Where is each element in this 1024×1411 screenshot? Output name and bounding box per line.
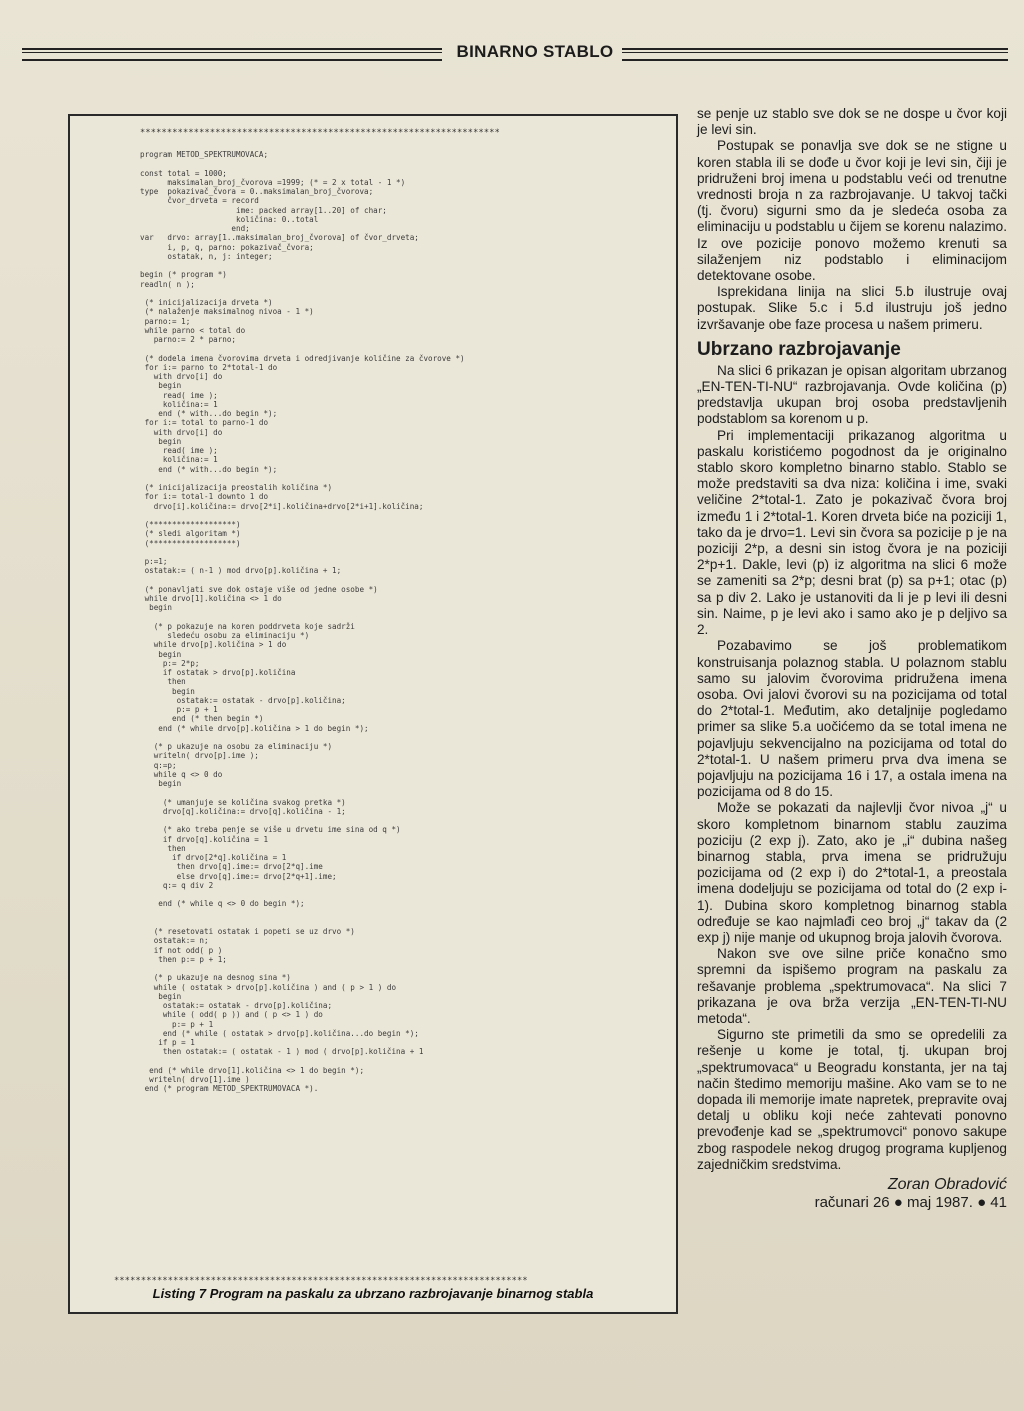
header-rule-right <box>622 48 1008 61</box>
author-name: Zoran Obradović <box>887 1176 1007 1193</box>
listing-caption: Listing 7 Program na paskalu za ubrzano razbrojavanje binarnog stabla <box>152 1286 594 1301</box>
article-paragraph: Nakon sve ove silne priče konačno smo spremni da ispišemo program na paskalu za rešavanje problema „spektrumovaca“. Na slici 7 prikazana je ova brža verzija „EN-TEN-TI-NU metoda“. <box>697 946 1007 1026</box>
listing-star-border-bottom: ***************************************************************************** <box>114 1276 528 1286</box>
article-paragraph: se penje uz stablo sve dok se ne dospe u čvor koji je levi sin. <box>697 106 1007 138</box>
page-header <box>22 40 1008 66</box>
code-listing-box <box>68 114 678 1314</box>
page-footer: računari 26 ● maj 1987. ● 41 <box>814 1194 1007 1212</box>
article-paragraph: Isprekidana linija na slici 5.b ilustruje ovaj postupak. Slike 5.c i 5.d ilustruju još jedno izvršavanje obe faze procesa u našem primeru. <box>697 284 1007 332</box>
article-column <box>697 106 1007 1211</box>
article-paragraph: Postupak se ponavlja sve dok se ne stigne u koren stabla ili se dođe u čvor koji je levi sin, čiji je pridruženi broj imena u podstablu veći od trenutne vrednosti broja n za razbrojavanje. U takvoj tački (tj. čvoru) sigurni smo da je sledeća osoba za eliminaciju u podstablu u čijem se korenu nalazimo. Iz ove pozicije ponovo možemo krenuti sa silaženjem niz podstablo i eliminacijom detektovane osobe. <box>697 138 1007 284</box>
article-paragraph: Pri implementaciji prikazanog algoritma u paskalu koristićemo pogodnost da je originalno stablo skoro kompletno binarno stablo. Stablo se može predstaviti sa dva niza: količina i ime, svaki veličine 2*total-1. Zato je pokazivač čvora broj između 1 i 2*total-1. Koren drveta biće na poziciji 1, tako da je drvo=1. Levi sin čvora sa pozicije p je na poziciji 2*p, a desni sin istog čvora je na poziciji 2*p+1. Dakle, levi (p) iz algoritma na slici 6 može se zameniti sa 2*p; desni brat (p) sa p+1; otac (p) sa p div 2. Lako je ustanoviti da li je p levi ili desni sin. Naime, p je levi ako i samo ako je p deljivo sa 2. <box>697 427 1007 638</box>
listing-star-border-top: ******************************************************************* <box>140 128 501 138</box>
article-paragraph: Na slici 6 prikazan je opisan algoritam ubrzanog „EN-TEN-TI-NU“ razbrojavanja. Ovde količina (p) predstavlja ukupan broj osoba predstavljenih podstablom sa korenom u p. <box>697 362 1007 427</box>
article-paragraph: Pozabavimo se još problematikom konstruisanja polaznog stabla. U polaznom stablu samo su jalovim čvorovima pridružena imena osoba. Ovi jalovi čvorovi su na pozicijama od total do 2*total-1. Međutim, ako detaljnije pogledamo primer sa slike 5.a uočićemo da se total imena ne pojavljuju sekvencijalno na pozicijama od total do 2*total-1. U našem primeru prva dva imena se pojavljuju na pozicijama 16 i 17, a ostala imena na pozicijama od 8 do 15. <box>697 638 1007 800</box>
article-paragraph: Sigurno ste primetili da smo se opredelili za rešenje u kome je total, tj. ukupan broj „spektrumovaca“ u Beogradu konstanta, jer na taj način štedimo memoriju mašine. Ako vam se to ne dopada ili memorije imate napretek, prepravite ovaj detalj u obliku koji neće zahtevati ponovno prevođenje kad se „spektrumovci“ ponovo sakupe zbog raspodele nekog drugog programa kupljenog zajedničkim sredstvima. <box>697 1027 1007 1172</box>
subheading: Ubrzano razbrojavanje <box>697 338 901 360</box>
pascal-code: program METOD_SPEKTRUMOVACA; const total = 1000; maksimalan_broj_čvorova =1999; (* = 2 x total - 1 *) type pokazivač_čvora = 0..maksimalan_broj_čvorova; čvor_drveta = record ime: packed array[1..20] of char; količina: 0..total end; var drvo: array[1..maksimalan_broj_čvorova] of čvor_drveta; i, p, q, parno: pokazivač_čvora; ostatak, n, j: integer; begin (* program *) readln( n ); (* inicijalizacija drveta *) (* nalaženje maksimalnog nivoa - 1 *) parno:= 1; while parno < total do parno:= 2 * parno; (* dodela imena čvorovima drveta i odredjivanje količine za čvorove *) for i:= parno to 2*total-1 do with drvo[i] do begin read( ime ); količina:= 1 end (* with...do begin *); for i:= total to parno-1 do with drvo[i] do begin read( ime ); količina:= 1 end (* with...do begin *); (* inicijalizacija preostalih količina *) for i:= total-1 downto 1 do drvo[i].količina:= drvo[2*i].količina+drvo[2*i+1].količina; (*******************) (* sledi algoritam *) (*******************) p:=1; ostatak:= ( n-1 ) mod drvo[p].količina + 1; (* ponavljati sve dok ostaje više od jedne osobe *) while drvo[1].količina <> 1 do begin (* p pokazuje na koren poddrveta koje sadrži sledeću osobu za eliminaciju *) while drvo[p].količina > 1 do begin p:= 2*p; if ostatak > drvo[p].količina then begin ostatak:= ostatak - drvo[p].količina; p:= p + 1 end (* then begin *) end (* while drvo[p].količina > 1 do begin *); (* p ukazuje na osobu za eliminaciju *) writeln( drvo[p].ime ); q:=p; while q <> 0 do begin (* umanjuje se količina svakog pretka *) drvo[q].količina:= drvo[q].količina - 1; (* ako treba penje se više u drvetu ime sina od q *) if drvo[q].količina = 1 then if drvo[2*q].količina = 1 then drvo[q].ime:= drvo[2*q].ime else drvo[q].ime:= drvo[2*q+1].ime; q:= q div 2 end (* while q <> 0 do begin *); (* resetovati ostatak i popeti se uz drvo *) ostatak:= n; if not odd( p ) then p:= p + 1; (* p ukazuje na desnog sina *) while ( ostatak > drvo[p].količina ) and ( p > 1 ) do begin ostatak:= ostatak - drvo[p].količina; while ( odd( p )) and ( p <> 1 ) do p:= p + 1 end (* while ( ostatak > drvo[p].količina...do begin *); if p = 1 then ostatak:= ( ostatak - 1 ) mod ( drvo[p].količina + 1 end (* while drvo[1].količina <> 1 do begin *); writeln( drvo[1].ime ) end (* program METOD_SPEKTRUMOVACA *). <box>140 150 465 1094</box>
section-title: BINARNO STABLO <box>456 42 614 61</box>
header-rule-left <box>22 48 442 61</box>
article-paragraph: Može se pokazati da najlevlji čvor nivoa „j“ u skoro kompletnom binarnom stablu zauzima poziciju (2 exp j). Zato, ako je „i“ dubina našeg binarnog stabla, prva imena se pridružuju pozicijama od (2 exp i) do 2*total-1, a preostala imena dodeljuju se pozicijama od total do (2 exp i-1). Dubina skoro kompletnog binarnog stabla određuje se kao najmlađi ceo broj „j“ takav da (2 exp j) nije manje od ukupnog broja jalovih čvorova. <box>697 800 1007 945</box>
